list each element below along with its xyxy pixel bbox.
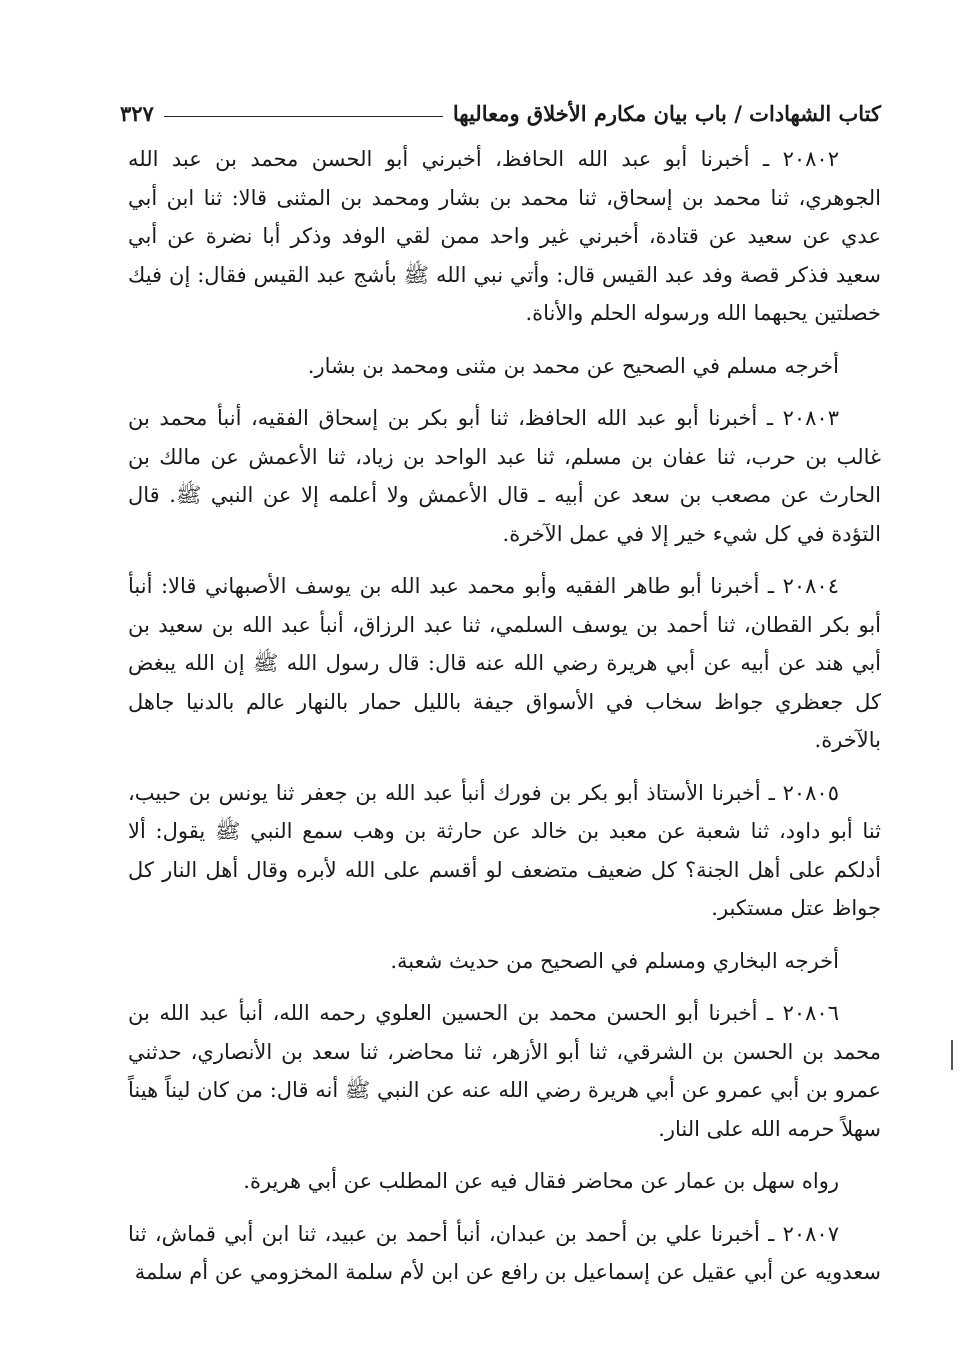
page-number: ٣٢٧ bbox=[120, 101, 154, 126]
hadith-text: ـ أخبرنا أبو عبد الله الحافظ، ثنا أبو بكر بن إسحاق الفقيه، أنبأ محمد بن غالب بن حرب، ثنا عفان بن مسلم، ثنا عبد الواحد بن زياد، ثنا الأعمش عن مالك بن الحارث عن مصعب بن سعد عن أبيه ـ قال الأعمش ولا أعلمه إلا عن النبي ﷺ. قال التؤدة في كل شيء خير إلا في عمل الآخرة. bbox=[128, 406, 881, 546]
hadith-20803 bbox=[128, 399, 881, 553]
hadith-20805 bbox=[128, 774, 881, 928]
running-title: كتاب الشهادات / باب بيان مكارم الأخلاق ومعاليها bbox=[452, 101, 881, 126]
hadith-number: ٢٠٨٠٢ bbox=[782, 147, 839, 171]
riwaya-note bbox=[128, 1162, 881, 1201]
scan-margin-mark bbox=[951, 1040, 953, 1070]
hadith-text: ـ أخبرنا أبو عبد الله الحافظ، أخبرني أبو الحسن محمد بن عبد الله الجوهري، ثنا محمد بن إسحاق، ثنا محمد بن بشار ومحمد بن المثنى قالا: ثنا ابن أبي عدي عن سعيد عن قتادة، أخبرني غير واحد ممن لقي الوفد وذكر أبا نضرة عن أبي سعيد فذكر قصة وفد عبد القيس قال: وأتي نبي الله ﷺ بأشج عبد القيس فقال: إن فيك خصلتين يحبهما الله ورسوله الحلم والأناة. bbox=[128, 147, 881, 325]
page-body bbox=[128, 140, 881, 1292]
hadith-number: ٢٠٨٠٤ bbox=[782, 574, 839, 598]
hadith-text: ـ أخبرنا أبو طاهر الفقيه وأبو محمد عبد الله بن يوسف الأصبهاني قالا: أنبأ أبو بكر القطان، ثنا أحمد بن يوسف السلمي، ثنا عبد الرزاق، أنبأ عبد الله بن سعيد بن أبي هند عن أبيه عن أبي هريرة رضي الله عنه قال: قال رسول الله ﷺ إن الله يبغض كل جعظري جواظ سخاب في الأسواق جيفة بالليل حمار بالنهار عالم بالدنيا جاهل بالآخرة. bbox=[128, 574, 881, 752]
hadith-text: ـ أخبرنا أبو الحسن محمد بن الحسين العلوي رحمه الله، أنبأ عبد الله بن محمد بن الحسن بن الشرقي، ثنا أبو الأزهر، ثنا محاضر، ثنا سعد بن الأنصاري، حدثني عمرو بن أبي عمرو عن أبي هريرة رضي الله عنه عن النبي ﷺ أنه قال: من كان ليناً هيناً سهلاً حرمه الله على النار. bbox=[128, 1001, 881, 1141]
hadith-20806 bbox=[128, 994, 881, 1148]
hadith-number: ٢٠٨٠٧ bbox=[782, 1221, 839, 1246]
hadith-number: ٢٠٨٠٥ bbox=[782, 780, 839, 805]
note-text: أخرجه مسلم في الصحيح عن محمد بن مثنى ومحمد بن بشار. bbox=[307, 353, 839, 378]
header-rule bbox=[164, 116, 443, 117]
hadith-20807 bbox=[128, 1215, 881, 1292]
note-text: رواه سهل بن عمار عن محاضر فقال فيه عن المطلب عن أبي هريرة. bbox=[243, 1169, 839, 1193]
hadith-number: ٢٠٨٠٦ bbox=[782, 1001, 839, 1025]
takhrij-note bbox=[128, 347, 881, 386]
hadith-number: ٢٠٨٠٣ bbox=[782, 406, 839, 430]
hadith-20802 bbox=[128, 140, 881, 333]
hadith-text: ـ أخبرنا علي بن أحمد بن عبدان، أنبأ أحمد بن عبيد، ثنا ابن أبي قماش، ثنا سعدويه عن أبي عقيل عن إسماعيل بن رافع عن ابن لأم سلمة المخزومي عن أم سلمة bbox=[128, 1221, 881, 1284]
hadith-text: ـ أخبرنا الأستاذ أبو بكر بن فورك أنبأ عبد الله بن جعفر ثنا يونس بن حبيب، ثنا أبو داود، ثنا شعبة عن معبد بن خالد عن حارثة بن وهب سمع النبي ﷺ يقول: ألا أدلكم على أهل الجنة؟ كل ضعيف متضعف لو أقسم على الله لأبره وقال أهل النار كل جواظ عتل مستكبر. bbox=[128, 780, 881, 920]
hadith-20804 bbox=[128, 567, 881, 760]
takhrij-note bbox=[128, 942, 881, 981]
running-header bbox=[120, 92, 881, 126]
note-text: أخرجه البخاري ومسلم في الصحيح من حديث شعبة. bbox=[390, 948, 839, 973]
